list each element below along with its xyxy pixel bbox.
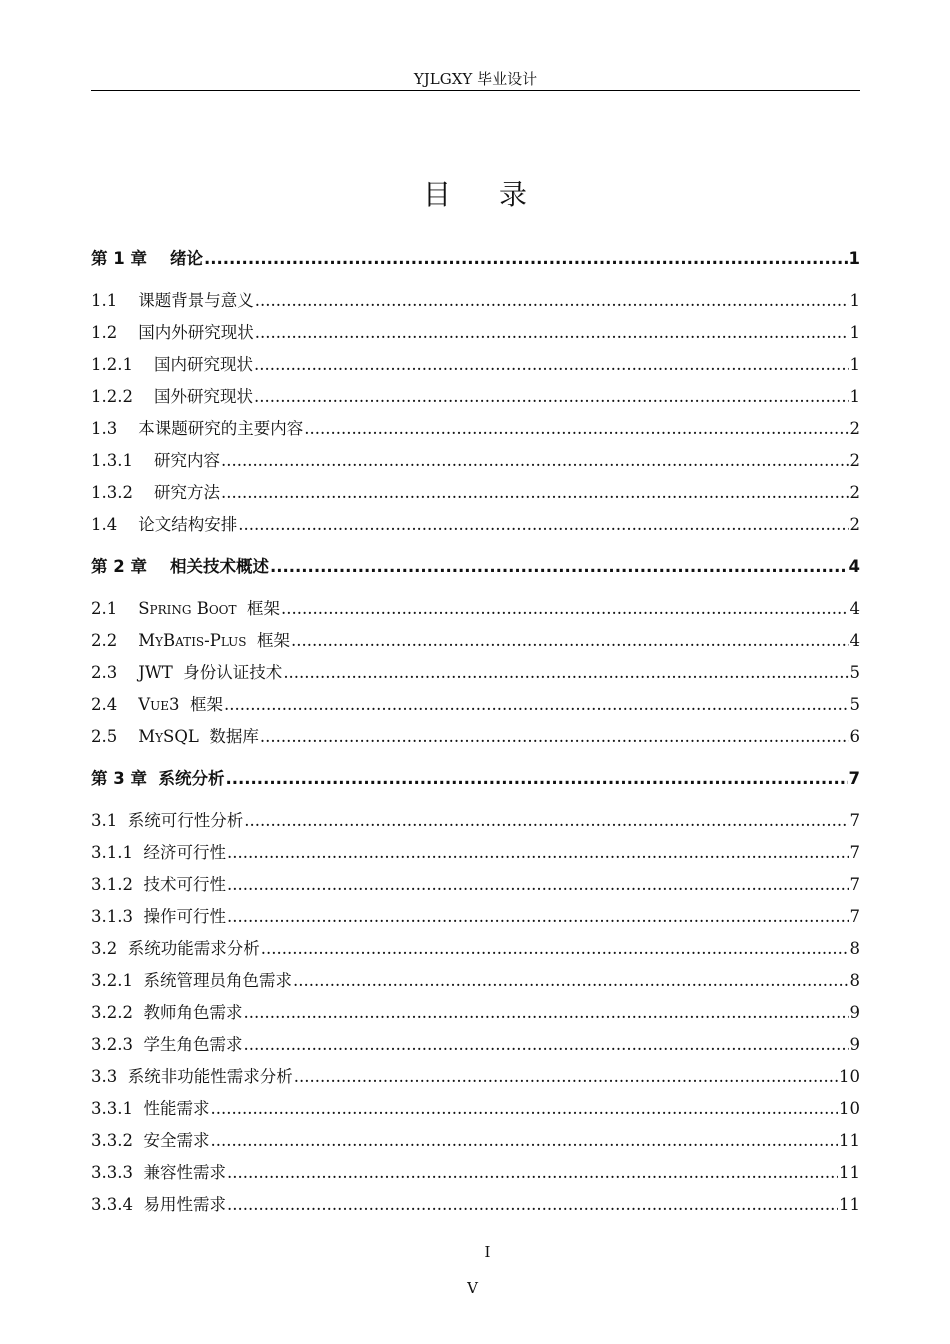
toc-leader-dots <box>227 874 849 896</box>
toc-entry-page: 6 <box>849 727 860 746</box>
toc-entry-number: 3.3.4 <box>91 1195 144 1214</box>
toc-entry-page: 1 <box>849 355 860 374</box>
toc-leader-dots <box>204 248 848 270</box>
toc-entry[interactable] <box>91 838 860 864</box>
toc-entry-title: 安全需求 <box>143 1131 210 1150</box>
toc-entry-page: 10 <box>839 1067 860 1086</box>
page-header: YJLGXY 毕业设计 <box>413 70 538 88</box>
toc-entry-number: 3.2.3 <box>91 1035 144 1054</box>
toc-entry-page: 1 <box>848 249 860 268</box>
toc-entry[interactable] <box>91 382 860 408</box>
toc-entry-page: 8 <box>849 971 860 990</box>
toc-entry-title: 系统非功能性需求分析 <box>127 1067 293 1086</box>
toc-entry[interactable] <box>91 1190 860 1216</box>
toc-entry-page: 7 <box>848 769 860 788</box>
toc-entry-title: 系统分析 <box>158 769 225 788</box>
toc-entry-number: 第 3 章 <box>91 769 159 788</box>
toc-entry-page: 1 <box>849 323 860 342</box>
toc-entry[interactable] <box>91 658 860 684</box>
toc-entry-number: 3.2.2 <box>91 1003 144 1022</box>
toc-entry-page: 4 <box>848 557 860 576</box>
toc-entry-number: 1.2.1 <box>91 355 154 374</box>
toc-entry[interactable] <box>91 414 860 440</box>
footer-mark: V <box>467 1279 478 1297</box>
toc-entry-title: 相关技术概述 <box>169 557 269 576</box>
toc-entry-number: 2.4 <box>91 695 139 714</box>
toc-entry-page: 2 <box>849 419 860 438</box>
toc-entry[interactable] <box>91 966 860 992</box>
toc-entry[interactable] <box>91 934 860 960</box>
toc-leader-dots <box>210 1098 838 1120</box>
toc-entry-title: 研究方法 <box>153 483 220 502</box>
toc-entry-page: 4 <box>849 599 860 618</box>
toc-entry-page: 8 <box>849 939 860 958</box>
toc-entry-title: 教师角色需求 <box>143 1003 243 1022</box>
toc-leader-dots <box>304 418 848 440</box>
toc-leader-dots <box>243 1034 848 1056</box>
toc-leader-dots <box>210 1130 838 1152</box>
toc-entry-title: MyBatis-Plus 框架 <box>138 631 290 650</box>
toc-entry-number: 2.1 <box>91 599 139 618</box>
toc-entry-title: 国内研究现状 <box>153 355 253 374</box>
toc-entry-title: 学生角色需求 <box>143 1035 243 1054</box>
toc-entry-number: 3.1.1 <box>91 843 144 862</box>
toc-entry-number: 3.1.2 <box>91 875 144 894</box>
toc-entry-title: Spring Boot 框架 <box>138 599 281 618</box>
toc-leader-dots <box>283 662 848 684</box>
toc-entry-number: 第 2 章 <box>91 557 170 576</box>
toc-entry-title: 论文结构安排 <box>138 515 238 534</box>
toc-entry-page: 1 <box>849 291 860 310</box>
toc-entry-title: 系统功能需求分析 <box>127 939 260 958</box>
toc-entry-page: 1 <box>849 387 860 406</box>
toc-entry-number: 1.4 <box>91 515 139 534</box>
toc-entry-number: 3.2.1 <box>91 971 144 990</box>
toc-entry-number: 1.1 <box>91 291 139 310</box>
toc-chapter-entry[interactable] <box>91 244 860 270</box>
toc-entry-number: 2.3 <box>91 663 139 682</box>
toc-leader-dots <box>224 694 848 716</box>
toc-leader-dots <box>238 514 848 536</box>
toc-entry-page: 7 <box>849 875 860 894</box>
toc-entry-number: 1.3 <box>91 419 139 438</box>
toc-entry[interactable] <box>91 722 860 748</box>
toc-entry-title: 性能需求 <box>143 1099 210 1118</box>
toc-leader-dots <box>260 726 849 748</box>
toc-entry-title: 本课题研究的主要内容 <box>138 419 304 438</box>
toc-chapter-entry[interactable] <box>91 764 860 790</box>
toc-entry-page: 4 <box>849 631 860 650</box>
toc-leader-dots <box>293 970 849 992</box>
toc-entry-number: 1.2.2 <box>91 387 154 406</box>
toc-chapter-entry[interactable] <box>91 552 860 578</box>
toc-entry[interactable] <box>91 286 860 312</box>
toc-entry[interactable] <box>91 806 860 832</box>
toc-entry-title: 技术可行性 <box>143 875 226 894</box>
toc-leader-dots <box>225 768 847 790</box>
toc-entry[interactable] <box>91 1126 860 1152</box>
toc-entry-page: 7 <box>849 843 860 862</box>
toc-leader-dots <box>227 842 849 864</box>
toc-leader-dots <box>227 1162 838 1184</box>
toc-leader-dots <box>221 482 849 504</box>
toc-entry-title: MySQL 数据库 <box>138 727 259 746</box>
toc-entry[interactable] <box>91 594 860 620</box>
toc-leader-dots <box>281 598 848 620</box>
toc-entry-title: 国外研究现状 <box>153 387 253 406</box>
header-rule <box>91 90 860 91</box>
toc-leader-dots <box>294 1066 838 1088</box>
toc-entry-page: 11 <box>839 1163 860 1182</box>
toc-entry[interactable] <box>91 998 860 1024</box>
toc-entry-number: 3.3.1 <box>91 1099 144 1118</box>
toc-entry-number: 第 1 章 <box>91 249 170 268</box>
toc-leader-dots <box>270 556 848 578</box>
toc-leader-dots <box>221 450 849 472</box>
toc-entry-number: 1.3.1 <box>91 451 154 470</box>
toc-entry[interactable] <box>91 350 860 376</box>
toc-entry[interactable] <box>91 510 860 536</box>
toc-entry-title: 系统可行性分析 <box>127 811 244 830</box>
toc-entry-number: 3.3.2 <box>91 1131 144 1150</box>
toc-entry-page: 11 <box>839 1195 860 1214</box>
toc-leader-dots <box>261 938 849 960</box>
toc-entry-page: 7 <box>849 907 860 926</box>
toc-entry-page: 9 <box>849 1035 860 1054</box>
toc-entry-title: Vue3 框架 <box>138 695 224 714</box>
toc-entry[interactable] <box>91 1030 860 1056</box>
toc-entry-number: 3.1.3 <box>91 907 144 926</box>
toc-entry-page: 2 <box>849 483 860 502</box>
toc-entry-title: 绪论 <box>169 249 203 268</box>
toc-entry-number: 3.1 <box>91 811 128 830</box>
toc-entry[interactable] <box>91 902 860 928</box>
toc-entry-title: JWT 身份认证技术 <box>138 663 283 682</box>
toc-entry-title: 系统管理员角色需求 <box>143 971 292 990</box>
toc-leader-dots <box>244 810 848 832</box>
toc-entry-title: 易用性需求 <box>143 1195 226 1214</box>
toc-entry[interactable] <box>91 318 860 344</box>
toc-entry-page: 2 <box>849 451 860 470</box>
toc-entry[interactable] <box>91 690 860 716</box>
toc-leader-dots <box>255 322 849 344</box>
toc-leader-dots <box>255 290 849 312</box>
toc-entry-page: 7 <box>849 811 860 830</box>
toc-entry[interactable] <box>91 626 860 652</box>
toc-entry-page: 9 <box>849 1003 860 1022</box>
toc-entry[interactable] <box>91 1062 860 1088</box>
toc-entry-title: 操作可行性 <box>143 907 226 926</box>
toc-entry[interactable] <box>91 478 860 504</box>
toc-entry-title: 研究内容 <box>153 451 220 470</box>
toc-entry-number: 2.2 <box>91 631 139 650</box>
toc-entry-page: 2 <box>849 515 860 534</box>
toc-entry-page: 5 <box>849 663 860 682</box>
toc-entry-title: 经济可行性 <box>143 843 226 862</box>
toc-entry-title: 课题背景与意义 <box>138 291 254 310</box>
toc-entry-number: 3.3.3 <box>91 1163 144 1182</box>
toc-entry-number: 1.2 <box>91 323 139 342</box>
toc-leader-dots <box>227 1194 838 1216</box>
toc-entry[interactable] <box>91 446 860 472</box>
page-number: I <box>484 1243 491 1261</box>
toc-leader-dots <box>254 354 849 376</box>
toc-leader-dots <box>254 386 849 408</box>
toc-entry[interactable] <box>91 1158 860 1184</box>
toc-entry-number: 2.5 <box>91 727 139 746</box>
toc-leader-dots <box>227 906 849 928</box>
toc-entry-number: 1.3.2 <box>91 483 154 502</box>
toc-entry-number: 3.3 <box>91 1067 128 1086</box>
toc-entry[interactable] <box>91 870 860 896</box>
toc-leader-dots <box>243 1002 848 1024</box>
page-title: 目录 <box>422 178 575 211</box>
toc-entry-title: 兼容性需求 <box>143 1163 226 1182</box>
toc-entry-number: 3.2 <box>91 939 128 958</box>
toc-entry-page: 5 <box>849 695 860 714</box>
toc-leader-dots <box>291 630 849 652</box>
toc-entry-page: 11 <box>839 1131 860 1150</box>
toc-entry-title: 国内外研究现状 <box>138 323 254 342</box>
toc-entry[interactable] <box>91 1094 860 1120</box>
toc-entry-page: 10 <box>839 1099 860 1118</box>
